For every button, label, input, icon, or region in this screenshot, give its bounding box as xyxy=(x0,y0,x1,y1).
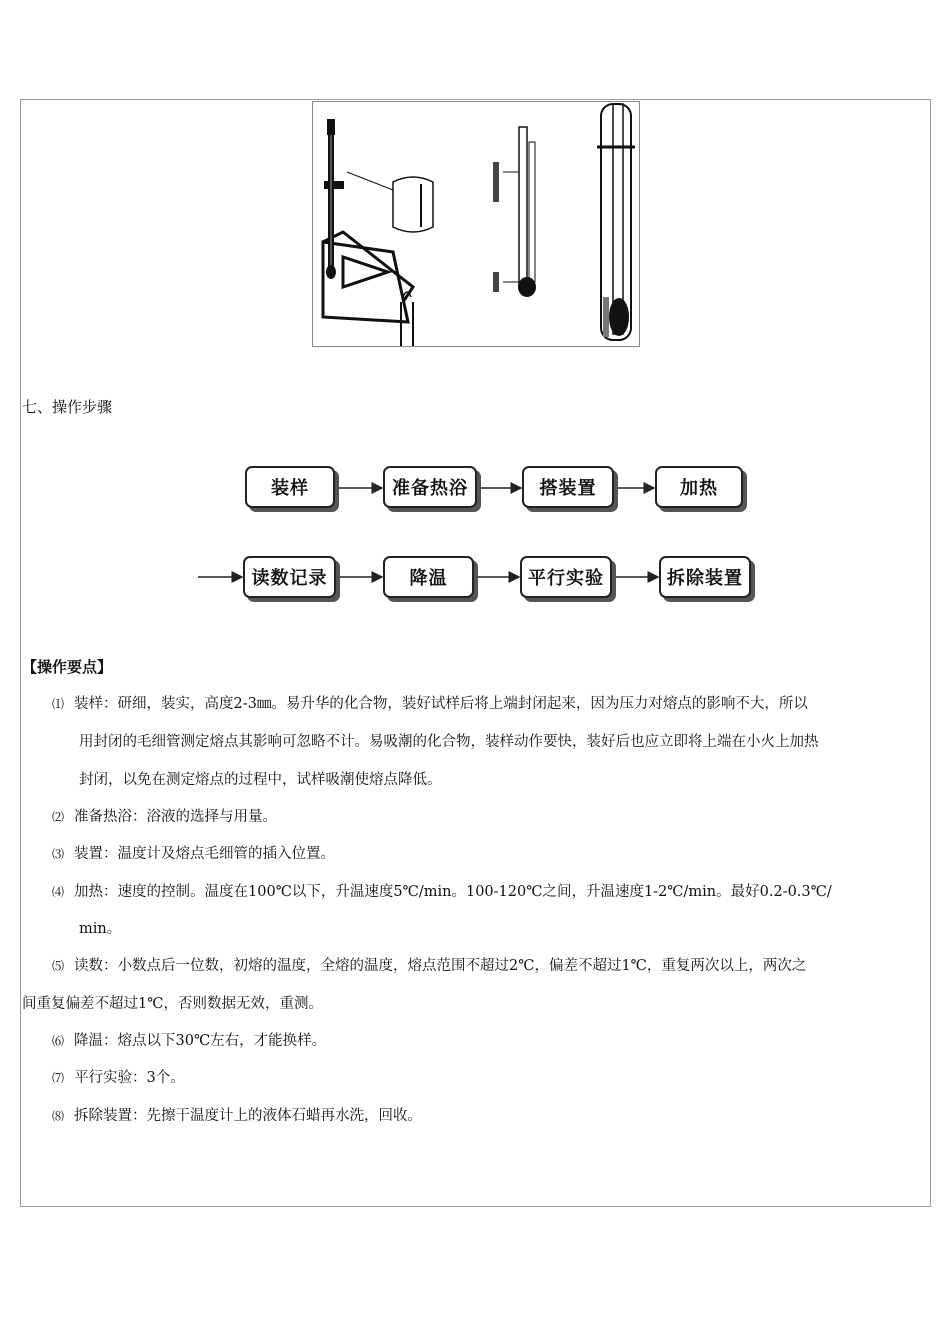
flow-step-parallel: 平行实验 xyxy=(520,556,612,598)
flow-step-assemble: 搭装置 xyxy=(522,466,614,508)
note-item: ⑻ 拆除装置：先擦干温度计上的液体石蜡再水洗，回收。 xyxy=(52,1108,423,1124)
flow-step-prepare-bath: 准备热浴 xyxy=(383,466,477,508)
apparatus-figure xyxy=(312,101,640,347)
notes-title: 【操作要点】 xyxy=(22,658,113,676)
note-item: ⑴ 装样：研细，装实，高度2-3㎜。易升华的化合物，装好试样后将上端封闭起来，因为压力对熔点的影响不大，所以 xyxy=(52,696,808,712)
flow-step-heat: 加热 xyxy=(655,466,743,508)
flow-step-load-sample: 装样 xyxy=(245,466,335,508)
note-item: ⑶ 装置：温度计及熔点毛细管的插入位置。 xyxy=(52,846,336,862)
note-line: min。 xyxy=(79,921,122,937)
note-line: 间重复偏差不超过1℃，否则数据无效，重测。 xyxy=(22,996,323,1012)
note-line: 用封闭的毛细管测定熔点其影响可忽略不计。易吸潮的化合物，装样动作要快，装好后也应立即将上端在小火上加热 xyxy=(79,734,819,750)
note-item: ⑹ 降温：熔点以下30℃左右，才能换样。 xyxy=(52,1033,327,1049)
flow-step-read-record: 读数记录 xyxy=(243,556,336,598)
note-item: ⑵ 准备热浴：浴液的选择与用量。 xyxy=(52,809,278,825)
note-item: ⑸ 读数：小数点后一位数，初熔的温度，全熔的温度，熔点范围不超过2℃，偏差不超过1℃，重复两次以上，两次之 xyxy=(52,958,807,974)
note-item: ⑷ 加热：速度的控制。温度在100℃以下，升温速度5℃/min。100-120℃之间，升温速度1-2℃/min。最好0.2-0.3℃/ xyxy=(52,884,832,900)
section-title: 七、操作步骤 xyxy=(22,398,113,416)
note-item: ⑺ 平行实验：3个。 xyxy=(52,1070,185,1086)
flow-step-dismantle: 拆除装置 xyxy=(659,556,751,598)
flow-step-cool: 降温 xyxy=(383,556,474,598)
note-line: 封闭，以免在测定熔点的过程中，试样吸潮使熔点降低。 xyxy=(79,772,442,788)
